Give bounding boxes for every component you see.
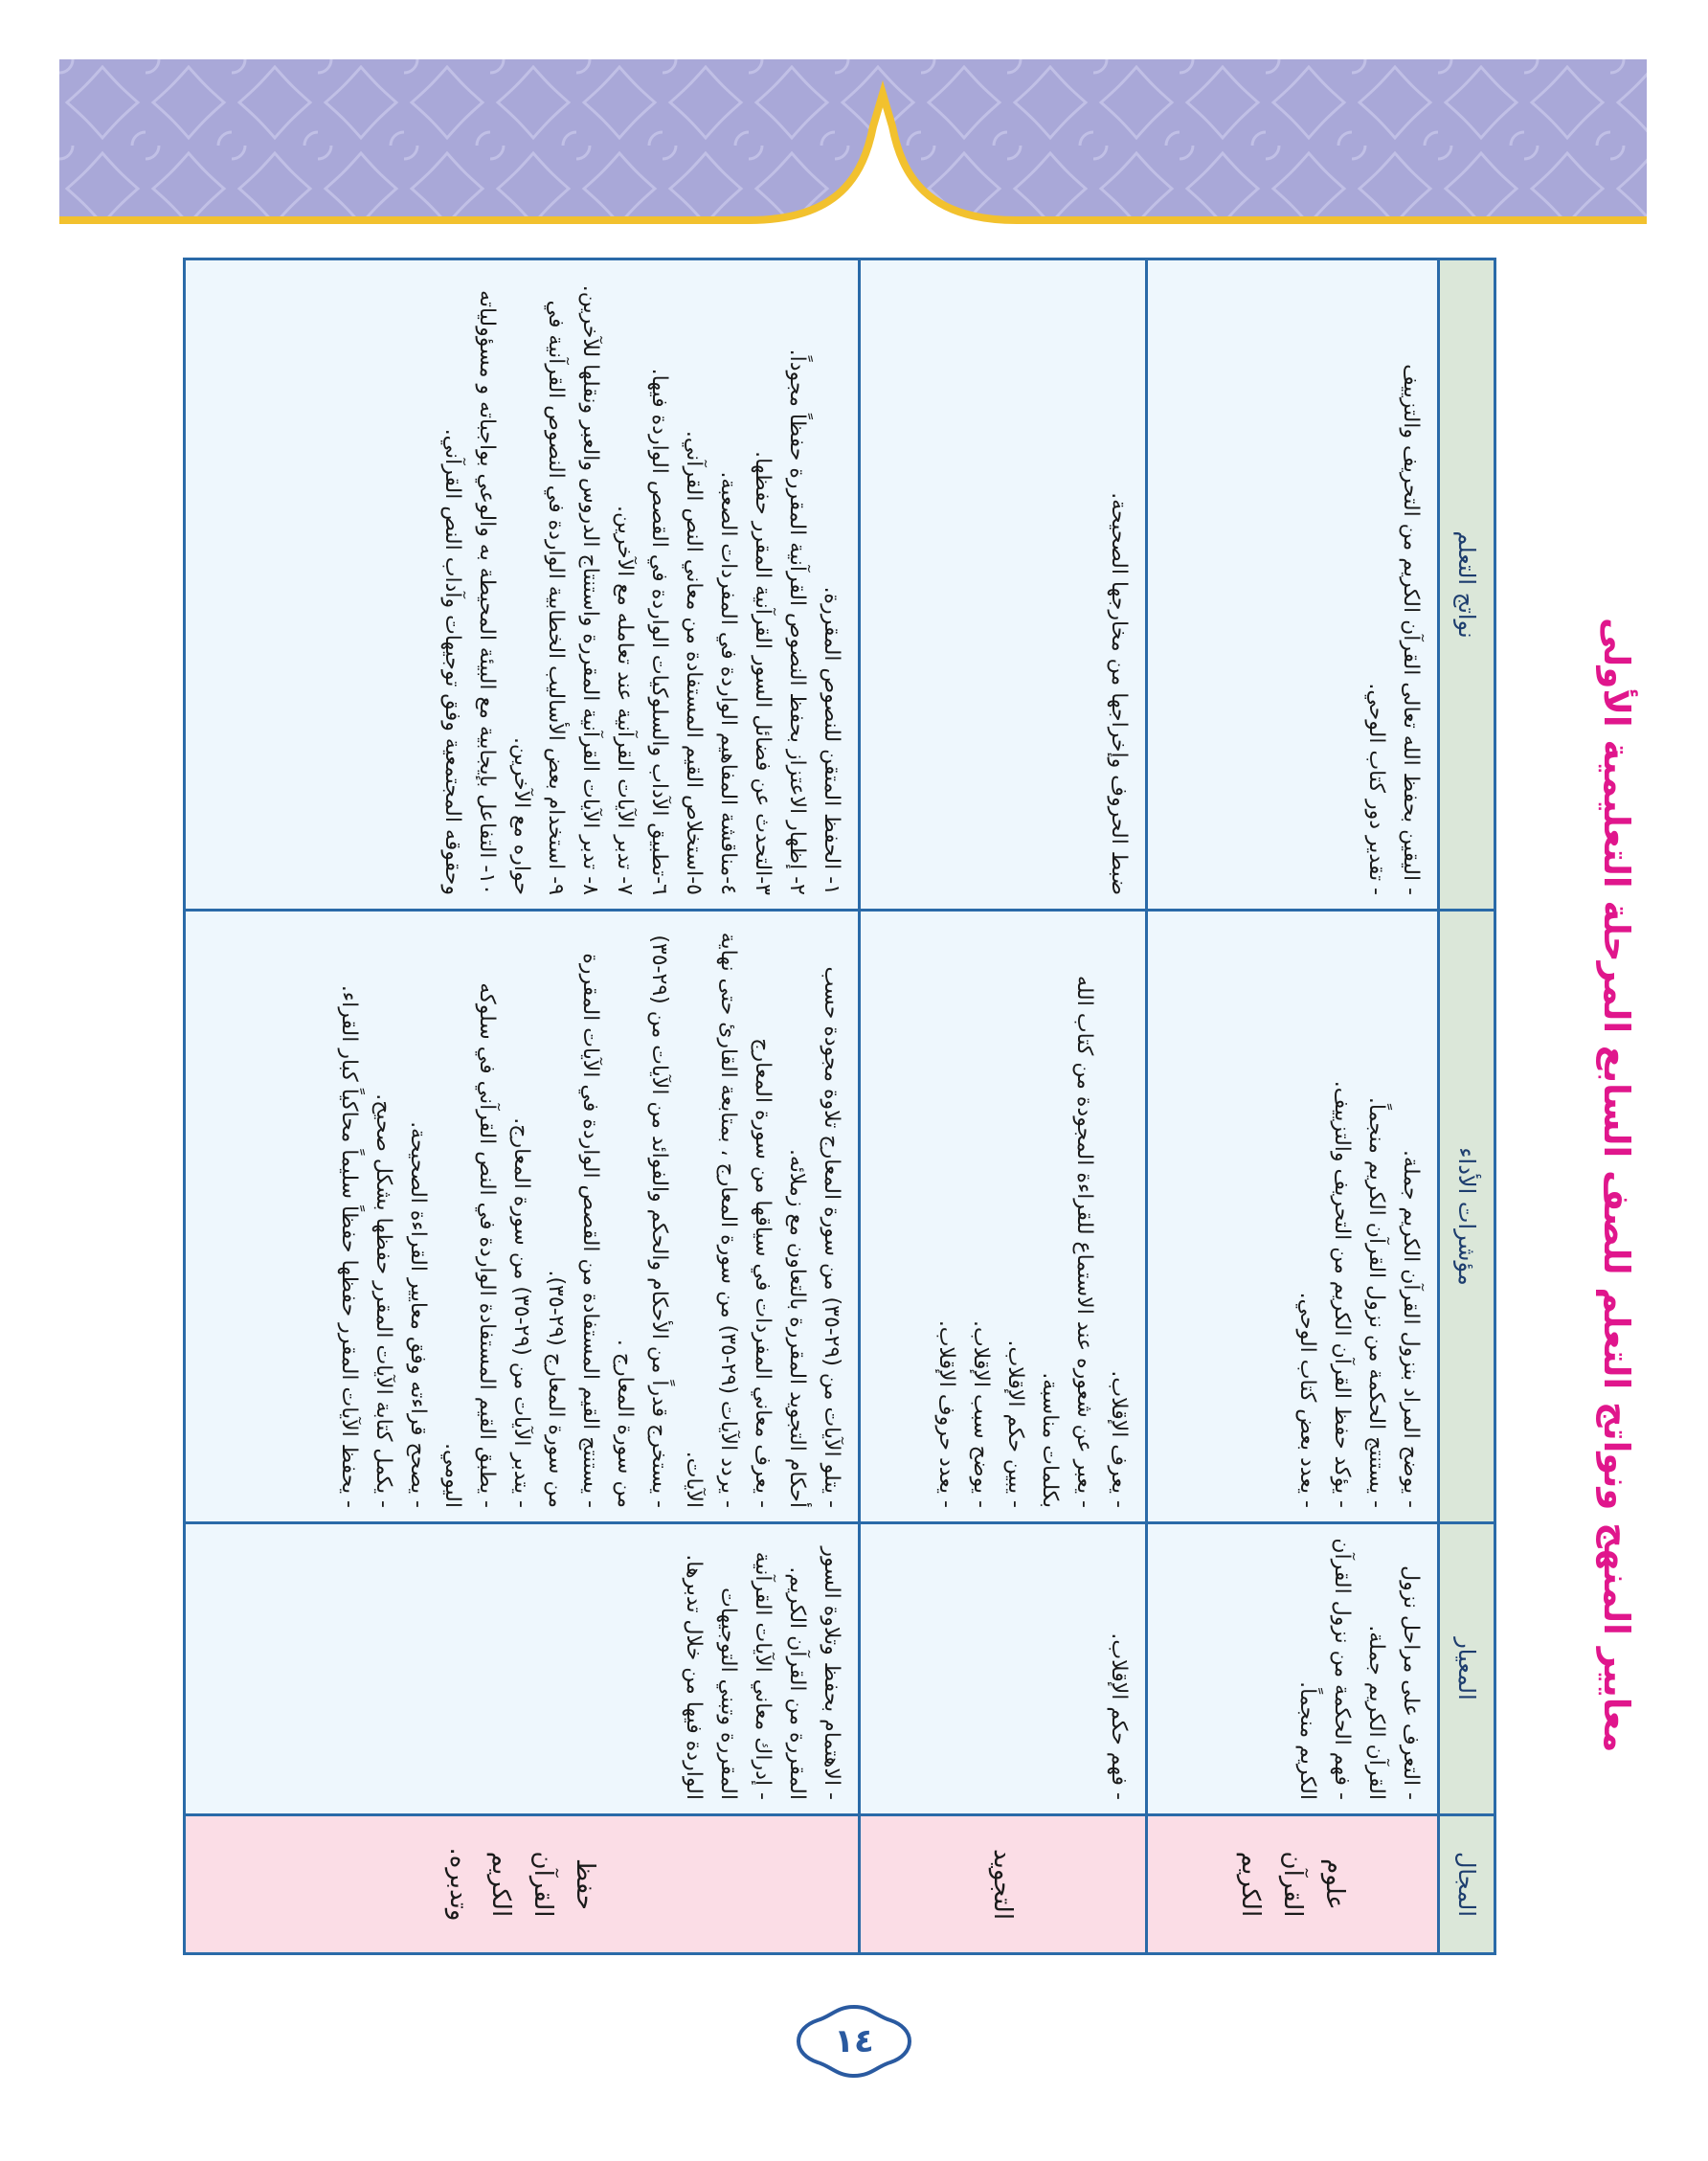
header-indicators: مؤشرات الأداء (1439, 911, 1495, 1523)
outcome-item: - اليقين بحفظ الله تعالى القرآن الكريم من التحريف والتزييف (1399, 364, 1423, 895)
outcome-item: ضبط الحروف وإخراجها من مخارجها الصحيحة. (1107, 492, 1131, 895)
outcome-item: - تقدير دور كتاب الوحي. (1364, 683, 1388, 895)
page-number-badge (795, 2003, 913, 2080)
standard-item: - إدراك معاني الآيات القرآنية المقررة وتبني التوجيهات الواردة فيها من خلال تدبرها. (682, 1551, 775, 1800)
indicator-item: - يعدد بعض كتاب الوحي. (1295, 1292, 1319, 1508)
indicator-item: - يحفظ الآيات المقرر حفظها حفظاً سليماً محاكياً كبار القراء. (337, 984, 361, 1508)
indicator-item: - يعبر عن شعوره عند الاستماع للقراءة المجودة من كتاب الله بكلمات مناسبة. (1038, 975, 1096, 1508)
indicators-cell (860, 911, 1147, 1523)
indicator-item: - يكمل كتابة الآيات المقرر حفظها بشكل صحيح. (371, 1093, 395, 1508)
indicator-item: - يعدد حروف الإقلاب. (934, 1319, 958, 1508)
outcomes-cell (860, 259, 1147, 911)
indicator-item: - يردد الآيات (٢٩-٣٥) من سورة المعارج ، بمتابعة القارئ حتى نهاية الآيات. (682, 932, 740, 1508)
outcome-item: ٢- إظهار الاعتزاز بحفظ النصوص القرآنية المقررة حفظاً مجوداً. (785, 349, 809, 895)
outcome-item: ٥-استخلاص القيم المستفادة من معاني النص القرآني. (682, 430, 706, 895)
standard-item: - الاهتمام بحفظ وتلاوة السور المقررة من القرآن الكريم. (785, 1546, 843, 1800)
standard-item: - فهم الحكمة من نزول القرآن الكريم منجماً. (1295, 1538, 1354, 1800)
indicator-item: - يتدبر الآيات من (٢٩-٣٥) من سورة المعارج. (509, 1117, 533, 1508)
area-cell: التجويد (860, 1815, 1147, 1954)
outcome-item: ١٠- التفاعل بإيجابية مع البيئة المحيطة به والوعي بواجباته و مسؤولياته وحقوقه المجتمعية وفق توجيهات وآداب النص القرآني. (440, 290, 499, 895)
outcome-item: ٩- استخدام بعض الأساليب الخطابية الواردة في النصوص القرآنية في حواره مع الآخرين. (509, 300, 568, 895)
table-row (860, 259, 1147, 1954)
indicator-item: - يوضح سبب الإقلاب. (969, 1320, 993, 1508)
indicator-item: - يؤكد حفظ القرآن الكريم من التحريف والتزييف. (1330, 1080, 1354, 1508)
standard-cell (1147, 1523, 1439, 1815)
outcome-item: ٧- تدبر الآيات القرآنية عند تعامله مع الآخرين. (613, 506, 637, 895)
indicator-item: - يصحح قراءته وفق معايير القراءة الصحيحة. (406, 1121, 430, 1508)
indicator-item: - يبين حكم الإقلاب. (1003, 1339, 1027, 1508)
indicator-item: - يطبق القيم المستفادة الواردة في النص القرآني في سلوكه اليومي. (440, 982, 499, 1508)
indicator-item: - يتلو الآيات من (٢٩-٣٥) من سورة المعارج تلاوة مجودة حسب أحكام التجويد المقررة بالتعاون مع زملائه. (785, 966, 843, 1508)
indicators-cell (1147, 911, 1439, 1523)
outcome-item: ٤-مناقشة المفاهيم الواردة في المفردات الصعبة. (716, 471, 740, 895)
table-row (185, 259, 860, 1954)
page-number: ١٤ (834, 2022, 874, 2060)
indicator-item: - يستخرج قدراً من الأحكام والحكم والفوائد من الآيات من (٢٩-٣٥) من سورة المعارج . (613, 934, 671, 1508)
outcome-item: ٦-تطبيق الآداب والسلوكيات الواردة في القصص الواردة فيها. (647, 368, 671, 895)
indicator-item: - يعرف الإقلاب. (1107, 1370, 1131, 1508)
outcome-item: ٣-التحدث عن فضائل السور القرآنية المقرر حفظها. (751, 451, 775, 895)
header-banner (59, 59, 1647, 230)
outcome-item: ٨- تدبر الآيات القرآنية المقررة واستنتاج الدروس والعبر ونقلها للآخرين. (578, 284, 602, 895)
indicator-item: - يستنتج الحكمة من نزول القرآن الكريم منجماً. (1364, 1096, 1388, 1508)
standards-table-container (185, 260, 1496, 1955)
page-title: معايير المنهج ونواتج التعلم للصف السابع المرحلة التعليمية الأولى (1596, 617, 1637, 1752)
header-standard: المعيار (1439, 1523, 1495, 1815)
area-cell: علوم القرآن الكريم (1147, 1815, 1439, 1954)
standard-cell (185, 1523, 860, 1815)
table-row (1147, 259, 1439, 1954)
header-area: المجال (1439, 1815, 1495, 1954)
outcomes-cell (185, 259, 860, 911)
standard-cell (860, 1523, 1147, 1815)
indicator-item: - يستنتج القيم المستفادة من القصص الواردة في الآيات المقررة من سورة المعارج (٢٩-٣٥). (544, 953, 602, 1508)
indicator-item: - يعرف معاني المفردات في سياقها من سورة المعارج (751, 1038, 775, 1508)
standard-item: - التعرف على مراحل نزول القرآن الكريم جملة. (1364, 1565, 1423, 1800)
standards-table (183, 258, 1496, 1955)
outcome-item: ١- الحفظ المتقن للنصوص المقررة. (820, 586, 843, 895)
area-cell: حفظ القرآن الكريم وتدبره. (185, 1815, 860, 1954)
indicator-item: - يوضح المراد بنزول القرآن الكريم جملة. (1399, 1150, 1423, 1508)
outcomes-cell (1147, 259, 1439, 911)
header-outcomes: نواتج التعلم (1439, 259, 1495, 911)
indicators-cell (185, 911, 860, 1523)
standard-item: - فهم حكم الإقلاب. (1107, 1632, 1131, 1800)
